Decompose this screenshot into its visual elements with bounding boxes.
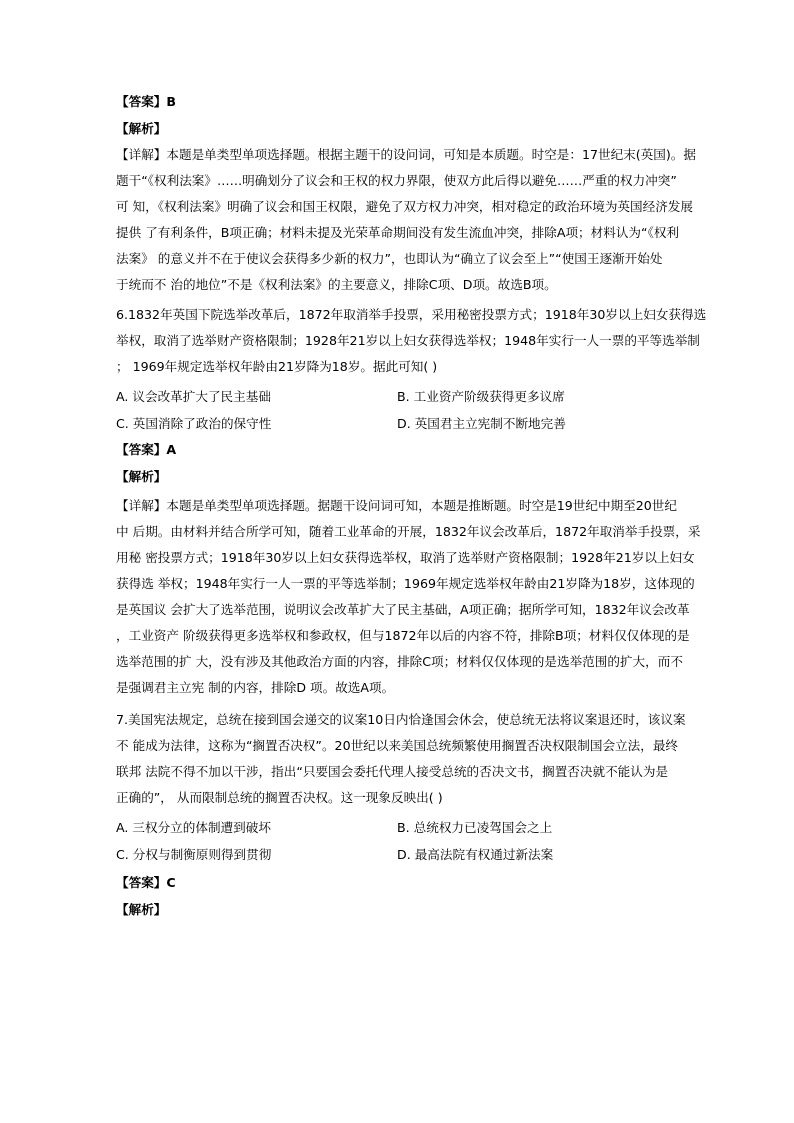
q6-detail-line: 选举范围的扩 大，没有涉及其他政治方面的内容，排除C项；材料仅仅体现的是选举范围的扩大，而不 [116,654,683,669]
q6-stem-line: 6.1832年英国下院选举改革后，1872年取消举手投票，采用秘密投票方式；1918年30岁以上妇女获得选 [116,307,707,322]
q6-detail-line: 是英国议 会扩大了选举范围，说明议会改革扩大了民主基础，A项正确；据所学可知，1832年议会改革 [116,602,690,617]
q6-analysis-label: 【解析】 [116,469,167,484]
q6-option-b: B. 工业资产阶级获得更多议席 [397,389,565,404]
q7-stem-line: 正确的”， 从而限制总统的搁置否决权。这一现象反映出( ) [116,790,443,805]
q7-option-b: B. 总统权力已凌驾国会之上 [397,820,553,835]
q6-option-d: D. 英国君主立宪制不断地完善 [397,416,566,431]
q7-option-c: C. 分权与制衡原则得到贯彻 [116,847,272,862]
q6-stem-line: ； 1969年规定选举权年龄由21岁降为18岁。据此可知( ) [116,359,438,374]
q7-option-a: A. 三权分立的体制遭到破坏 [116,820,271,835]
q7-option-d: D. 最高法院有权通过新法案 [397,847,554,862]
q6-stem-line: 举权，取消了选举财产资格限制；1928年21岁以上妇女获得选举权；1948年实行一人一票的平等选举制 [116,333,700,348]
q6-detail-line: 获得选 举权；1948年实行一人一票的平等选举制；1969年规定选举权年龄由21岁降为18岁，这体现的 [116,576,695,591]
q5-detail-line: 【详解】本题是单类型单项选择题。根据主题干的设问词，可知是本质题。时空是：17世纪末(英国)。据 [116,147,696,162]
q7-stem-line: 7.美国宪法规定，总统在接到国会递交的议案10日内恰逢国会休会，使总统无法将议案退还时，该议案 [116,712,686,727]
q6-detail-line: 用秘 密投票方式；1918年30岁以上妇女获得选举权，取消了选举财产资格限制；1928年21岁以上妇女 [116,550,695,565]
q7-analysis-label: 【解析】 [116,902,167,917]
q5-detail-line: 题干“《权利法案》……明确划分了议会和王权的权力界限，使双方此后得以避免……严重的权力冲突” [116,173,677,188]
q7-stem-line: 联邦 法院不得不加以干涉，指出“只要国会委托代理人接受总统的否决文书，搁置否决就不能认为是 [116,764,669,779]
q6-detail-line: 中 后期。由材料并结合所学可知，随着工业革命的开展，1832年议会改革后，1872年取消举手投票，采 [116,524,701,539]
q5-answer: 【答案】B [116,94,176,109]
q5-detail-line: 法案》 的意义并不在于使议会获得多少新的权力”，也即认为“确立了议会至上”“使国王逐渐开始处 [116,251,663,266]
q6-option-a: A. 议会改革扩大了民主基础 [116,389,271,404]
q7-answer: 【答案】C [116,875,176,890]
q7-stem-line: 不 能成为法律，这称为“搁置否决权”。20世纪以来美国总统频繁使用搁置否决权限制国会立法，最终 [116,738,679,753]
q5-detail-line: 提供 了有利条件，B项正确；材料未提及光荣革命期间没有发生流血冲突，排除A项；材料认为“《权利 [116,225,680,240]
q5-detail-line: 可 知，《权利法案》明确了议会和国王权限，避免了双方权力冲突，相对稳定的政治环境为英国经济发展 [116,199,694,214]
q6-detail-line: ，工业资产 阶级获得更多选举权和参政权，但与1872年以后的内容不符，排除B项；材料仅仅体现的是 [116,628,690,643]
q6-option-c: C. 英国消除了政治的保守性 [116,416,272,431]
q6-detail-line: 是强调君主立宪 制的内容，排除D 项。故选A项。 [116,680,395,695]
q5-analysis-label: 【解析】 [116,121,167,136]
q5-detail-line: 于统而不 治的地位”不是《权利法案》的主要意义，排除C项、D项。故选B项。 [116,277,557,292]
q6-detail-line: 【详解】本题是单类型单项选择题。据题干设问词可知，本题是推断题。时空是19世纪中期至20世纪 [116,498,677,513]
q6-answer: 【答案】A [116,442,177,457]
